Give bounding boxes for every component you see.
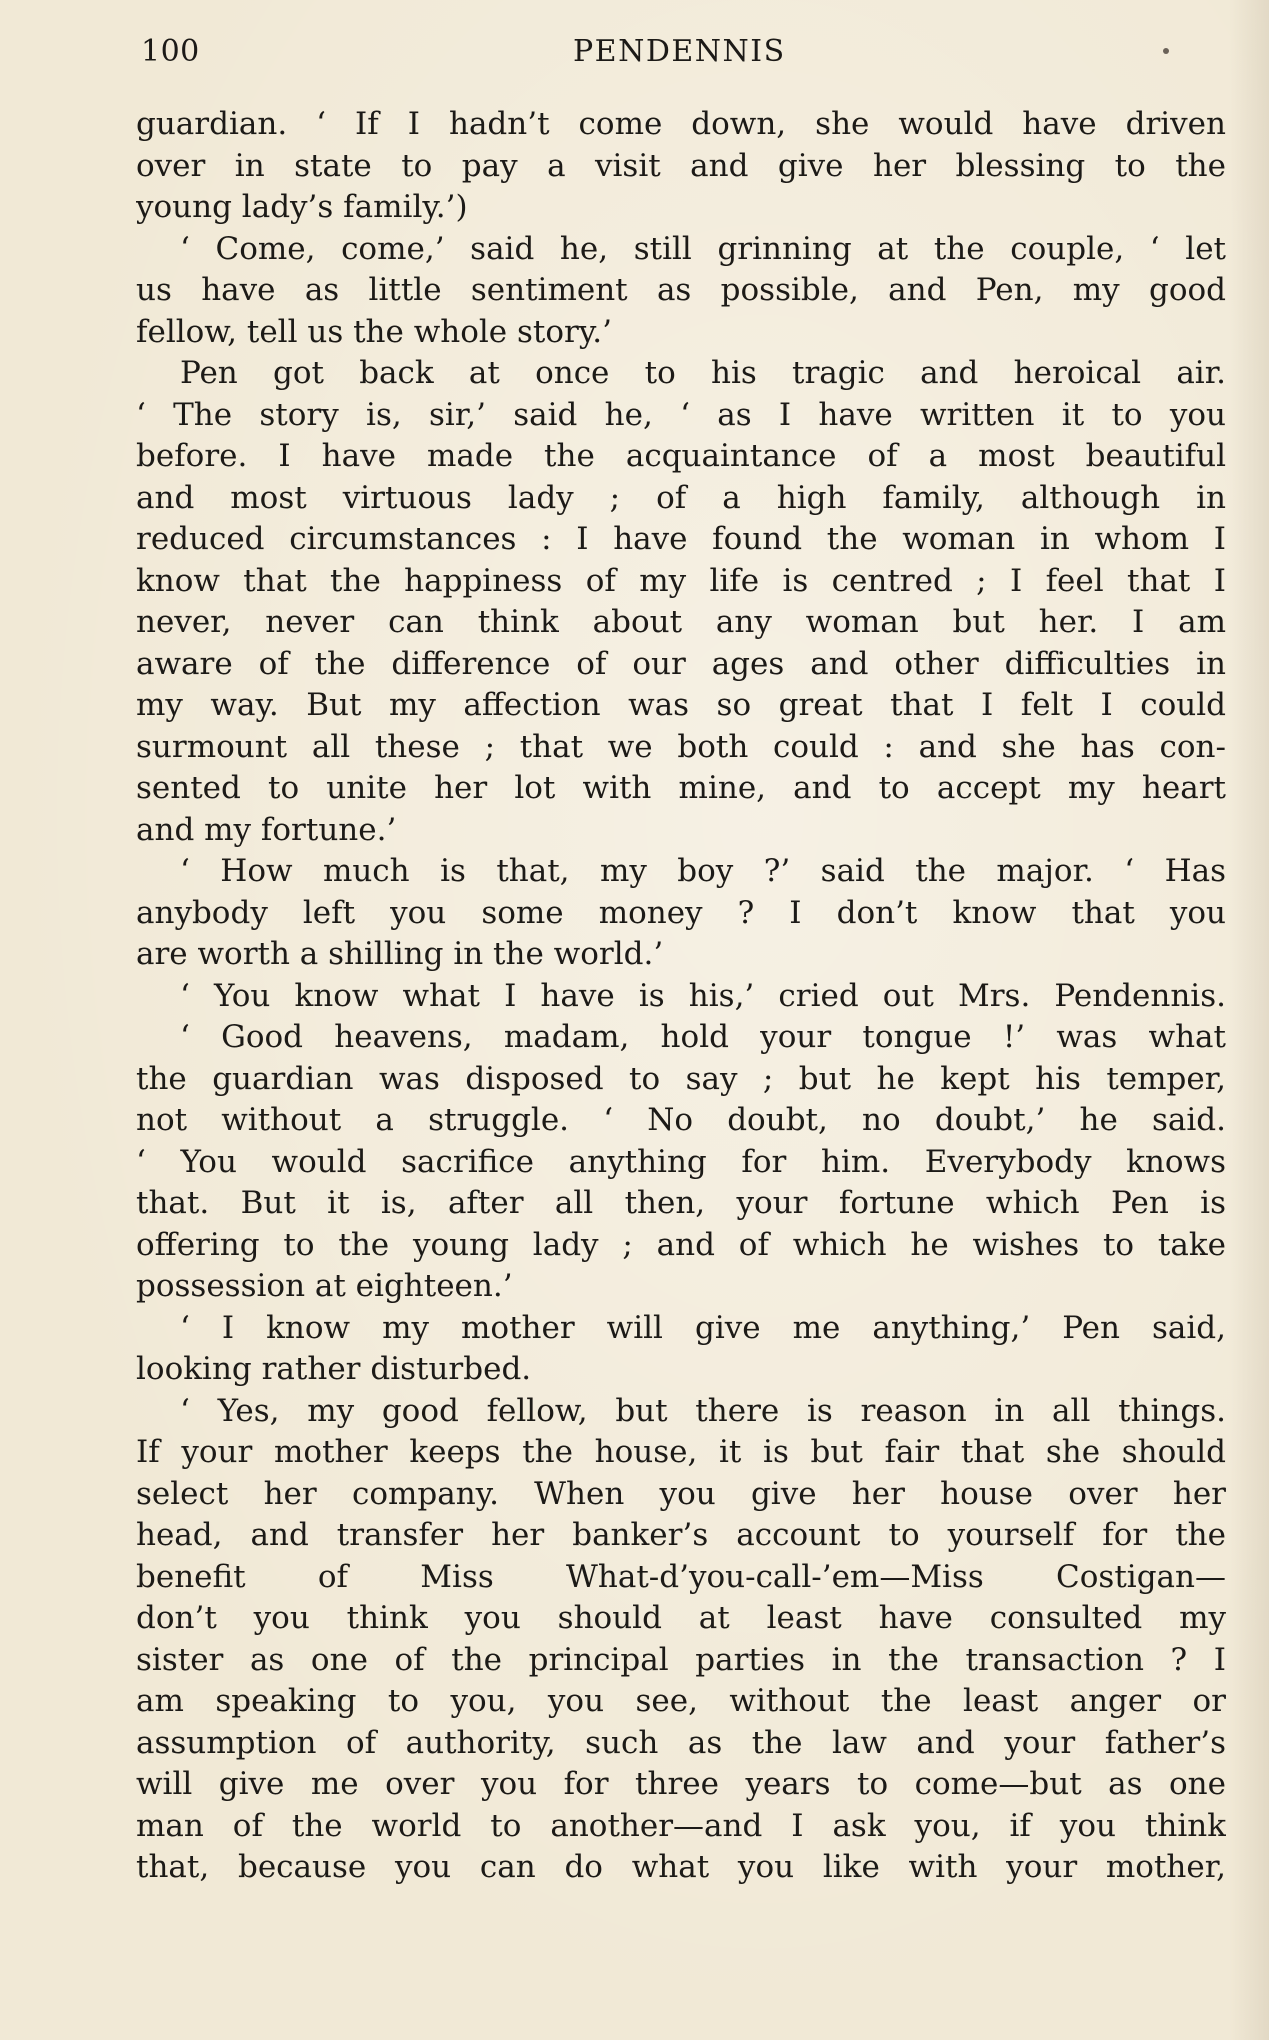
text-line: my way. But my affection was so great that I felt I could (136, 687, 1226, 723)
text-line: over in state to pay a visit and give her blessing to the (136, 147, 1226, 184)
text-line: the guardian was disposed to say ; but he kept his temper, (136, 1060, 1226, 1097)
text-line: not without a struggle. ‘ No doubt, no doubt,’ he said. (136, 1102, 1226, 1138)
text-line: us have as little sentiment as possible, and Pen, my good (136, 272, 1226, 308)
page-edge-shadow (1229, 0, 1269, 2040)
text-line: reduced circumstances : I have found the woman in whom I (136, 521, 1226, 557)
text-line: sister as one of the principal parties in the transaction ? I (136, 1641, 1226, 1678)
text-line: ‘ Come, come,’ said he, still grinning at the couple, ‘ let (180, 230, 1226, 267)
text-line: that. But it is, after all then, your fortune which Pen is (136, 1185, 1226, 1221)
running-title: PENDENNIS (573, 34, 786, 69)
text-line: and most virtuous lady ; of a high family, although in (136, 479, 1226, 516)
text-line: select her company. When you give her house over her (136, 1475, 1226, 1512)
text-line: aware of the difference of our ages and other difficulties in (136, 645, 1226, 682)
page-number: 100 (141, 34, 200, 69)
text-line: looking rather disturbed. (136, 1351, 532, 1387)
text-line: ‘ Good heavens, madam, hold your tongue !’ was what (180, 1019, 1226, 1055)
text-line: assumption of authority, such as the law and your father’s (136, 1724, 1226, 1761)
text-line: fellow, tell us the whole story.’ (136, 313, 612, 350)
text-line: If your mother keeps the house, it is but fair that she should (136, 1434, 1226, 1470)
text-line: sented to unite her lot with mine, and to accept my heart (136, 770, 1226, 806)
text-line: ‘ The story is, sir,’ said he, ‘ as I have written it to you (136, 396, 1226, 433)
ink-speck (1163, 48, 1169, 54)
text-line: possession at eighteen.’ (136, 1268, 513, 1304)
text-line: benefit of Miss What-d’you-call-’em—Miss Costigan— (136, 1558, 1226, 1595)
text-line: don’t you think you should at least have consulted my (136, 1600, 1226, 1636)
text-line: surmount all these ; that we both could : and she has con- (136, 728, 1226, 765)
text-line: are worth a shilling in the world.’ (136, 936, 664, 972)
text-line: that, because you can do what you like with your mother, (136, 1849, 1226, 1885)
text-line: young lady’s family.’) (136, 189, 468, 225)
text-line: offering to the young lady ; and of which he wishes to take (136, 1226, 1226, 1263)
text-line: will give me over you for three years to come—but as one (136, 1766, 1226, 1802)
text-line: ‘ You would sacrifice anything for him. Everybody knows (136, 1143, 1226, 1180)
text-line: head, and transfer her banker’s account to yourself for the (136, 1517, 1226, 1553)
text-line: ‘ You know what I have is his,’ cried out Mrs. Pendennis. (180, 977, 1226, 1014)
text-line: Pen got back at once to his tragic and heroical air. (180, 355, 1226, 391)
body-text (136, 104, 1226, 1889)
text-line: ‘ Yes, my good fellow, but there is reason in all things. (180, 1392, 1226, 1429)
running-head (141, 30, 1231, 80)
text-line: and my fortune.’ (136, 811, 397, 848)
text-line: never, never can think about any woman but her. I am (136, 604, 1226, 640)
text-line: guardian. ‘ If I hadn’t come down, she would have driven (136, 106, 1226, 142)
text-line: anybody left you some money ? I don’t know that you (136, 894, 1226, 931)
text-line: am speaking to you, you see, without the least anger or (136, 1683, 1226, 1719)
text-line: man of the world to another—and I ask you, if you think (136, 1807, 1226, 1844)
text-line: ‘ How much is that, my boy ?’ said the major. ‘ Has (180, 853, 1226, 889)
text-line: ‘ I know my mother will give me anything,’ Pen said, (180, 1309, 1226, 1346)
text-line: know that the happiness of my life is centred ; I feel that I (136, 562, 1226, 599)
text-line: before. I have made the acquaintance of a most beautiful (136, 438, 1226, 474)
